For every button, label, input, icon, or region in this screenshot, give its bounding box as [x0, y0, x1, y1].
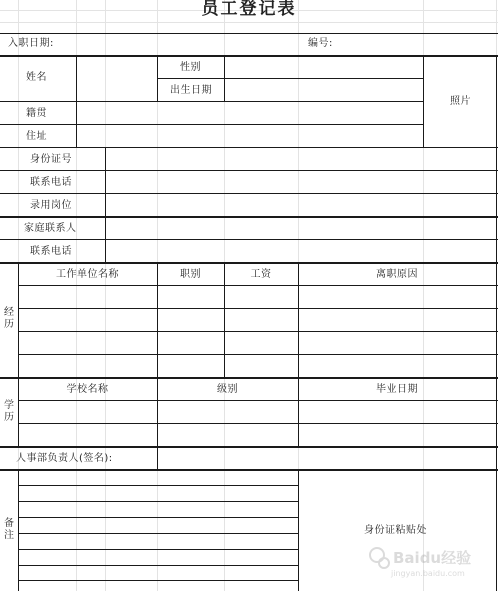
native-place-label: 籍贯 — [26, 108, 47, 119]
remarks-section-label: 备注 — [4, 518, 14, 541]
family-phone-label: 联系电话 — [30, 246, 72, 257]
form-title: 员工登记表 — [201, 0, 297, 19]
birth-date-label: 出生日期 — [170, 85, 212, 96]
education-col-school: 学校名称 — [66, 384, 109, 395]
id-card-paste-label: 身份证粘贴处 — [364, 525, 427, 536]
position-label: 录用岗位 — [30, 200, 72, 211]
family-contact-label: 家庭联系人 — [24, 223, 77, 234]
education-col-level: 级别 — [217, 384, 238, 395]
experience-col-salary: 工资 — [250, 269, 272, 280]
entry-date-label: 入职日期: — [8, 38, 54, 49]
hr-signature-label: 人事部负责人(签名): — [16, 453, 113, 464]
gender-label: 性别 — [180, 62, 201, 73]
experience-col-company: 工作单位名称 — [56, 269, 119, 280]
watermark-text: Baidu经验 — [393, 549, 472, 567]
watermark-subtext: jingyan.baidu.com — [391, 569, 465, 578]
education-col-graduation-date: 毕业日期 — [376, 384, 418, 395]
experience-col-leave-reason: 离职原因 — [376, 269, 418, 280]
number-label: 编号: — [308, 38, 333, 49]
baidu-jingyan-watermark — [357, 541, 492, 581]
education-section-label: 学历 — [4, 400, 14, 423]
photo-label: 照片 — [450, 96, 471, 107]
id-number-label: 身份证号 — [30, 154, 72, 165]
address-label: 住址 — [26, 131, 47, 142]
experience-col-title: 职别 — [180, 269, 201, 280]
name-label: 姓名 — [26, 72, 47, 83]
experience-section-label: 经历 — [4, 307, 14, 330]
phone-label: 联系电话 — [30, 177, 72, 188]
